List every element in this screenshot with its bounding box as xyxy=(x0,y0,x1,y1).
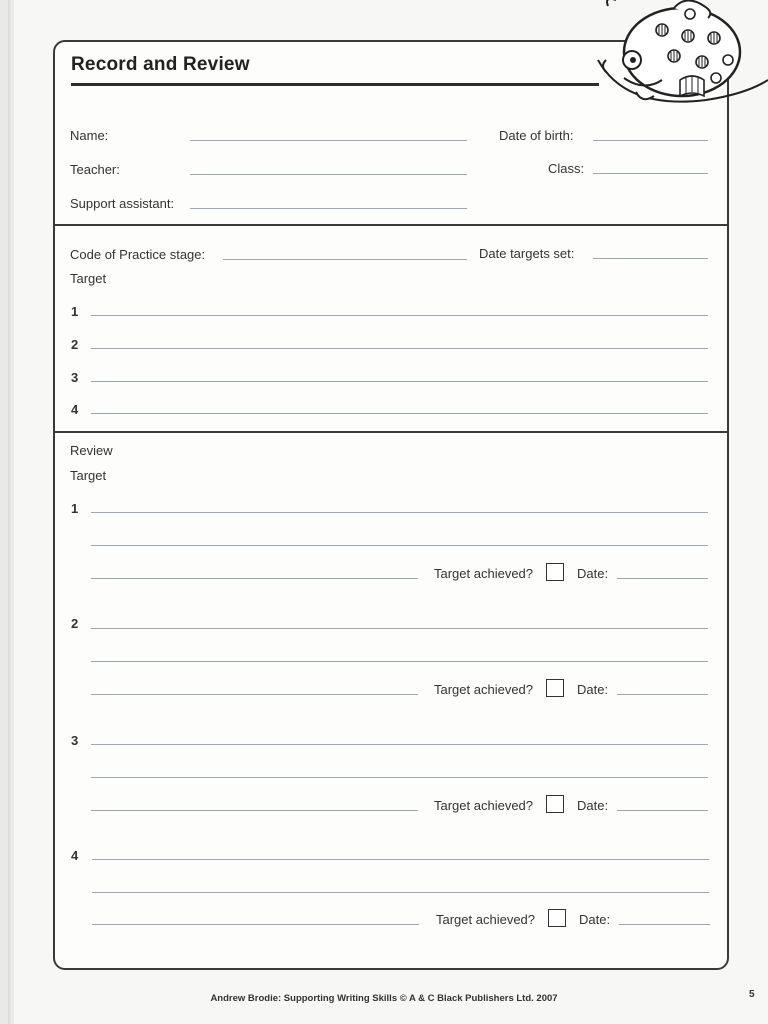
title-underline xyxy=(71,83,599,86)
copyright-footer: Andrew Brodie: Supporting Writing Skills © A & C Black Publishers Ltd. 2007 xyxy=(210,993,558,1004)
target-number: 4 xyxy=(71,402,79,417)
review-1-line-2[interactable] xyxy=(91,545,708,546)
name-field[interactable] xyxy=(190,140,467,141)
review-4-line-3[interactable] xyxy=(92,924,419,925)
target-achieved-label: Target achieved? xyxy=(434,682,534,697)
target-4-field[interactable] xyxy=(91,413,708,414)
review-4-line-1[interactable] xyxy=(92,859,709,860)
target-achieved-checkbox[interactable] xyxy=(546,795,564,813)
stage-field[interactable] xyxy=(223,259,467,260)
review-date-label: Date: xyxy=(577,566,609,581)
section-divider xyxy=(53,431,729,433)
target-number: 2 xyxy=(71,337,79,352)
class-label: Class: xyxy=(548,161,585,176)
target-achieved-label: Target achieved? xyxy=(434,566,534,581)
target-1-field[interactable] xyxy=(91,315,708,316)
dob-label: Date of birth: xyxy=(499,128,574,143)
review-3-date-field[interactable] xyxy=(617,810,708,811)
review-1-line-1[interactable] xyxy=(91,512,708,513)
teacher-label: Teacher: xyxy=(70,162,120,177)
review-3-line-2[interactable] xyxy=(91,777,708,778)
target-3-field[interactable] xyxy=(91,381,708,382)
review-4-line-2[interactable] xyxy=(92,892,709,893)
target-number: 3 xyxy=(71,370,79,385)
review-date-label: Date: xyxy=(577,798,609,813)
target-heading: Target xyxy=(70,271,107,286)
review-target-heading: Target xyxy=(70,468,107,483)
page-title: Record and Review xyxy=(71,54,250,75)
name-label: Name: xyxy=(70,128,109,143)
review-number: 2 xyxy=(71,616,79,631)
target-achieved-label: Target achieved? xyxy=(436,912,536,927)
page-edge xyxy=(8,0,12,1024)
page-number: 5 xyxy=(749,989,755,1000)
support-assistant-label: Support assistant: xyxy=(70,196,175,211)
review-number: 4 xyxy=(71,848,79,863)
teacher-field[interactable] xyxy=(190,174,467,175)
review-3-line-1[interactable] xyxy=(91,744,708,745)
stage-label: Code of Practice stage: xyxy=(70,247,206,262)
review-date-label: Date: xyxy=(577,682,609,697)
fish-icon xyxy=(596,0,768,108)
target-achieved-checkbox[interactable] xyxy=(546,563,564,581)
review-1-date-field[interactable] xyxy=(617,578,708,579)
review-number: 3 xyxy=(71,733,79,748)
review-heading: Review xyxy=(70,443,113,458)
review-1-line-3[interactable] xyxy=(91,578,418,579)
review-4-date-field[interactable] xyxy=(619,924,710,925)
review-2-line-2[interactable] xyxy=(91,661,708,662)
target-achieved-label: Target achieved? xyxy=(434,798,534,813)
target-2-field[interactable] xyxy=(91,348,708,349)
target-number: 1 xyxy=(71,304,79,319)
review-2-line-1[interactable] xyxy=(91,628,708,629)
form-frame xyxy=(53,40,729,970)
target-achieved-checkbox[interactable] xyxy=(546,679,564,697)
review-2-line-3[interactable] xyxy=(91,694,418,695)
class-field[interactable] xyxy=(593,173,708,174)
review-date-label: Date: xyxy=(579,912,611,927)
dob-field[interactable] xyxy=(593,140,708,141)
target-achieved-checkbox[interactable] xyxy=(548,909,566,927)
review-2-date-field[interactable] xyxy=(617,694,708,695)
section-divider xyxy=(53,224,729,226)
date-targets-set-label: Date targets set: xyxy=(479,246,575,261)
date-targets-set-field[interactable] xyxy=(593,258,708,259)
review-3-line-3[interactable] xyxy=(91,810,418,811)
review-number: 1 xyxy=(71,501,79,516)
support-assistant-field[interactable] xyxy=(190,208,467,209)
